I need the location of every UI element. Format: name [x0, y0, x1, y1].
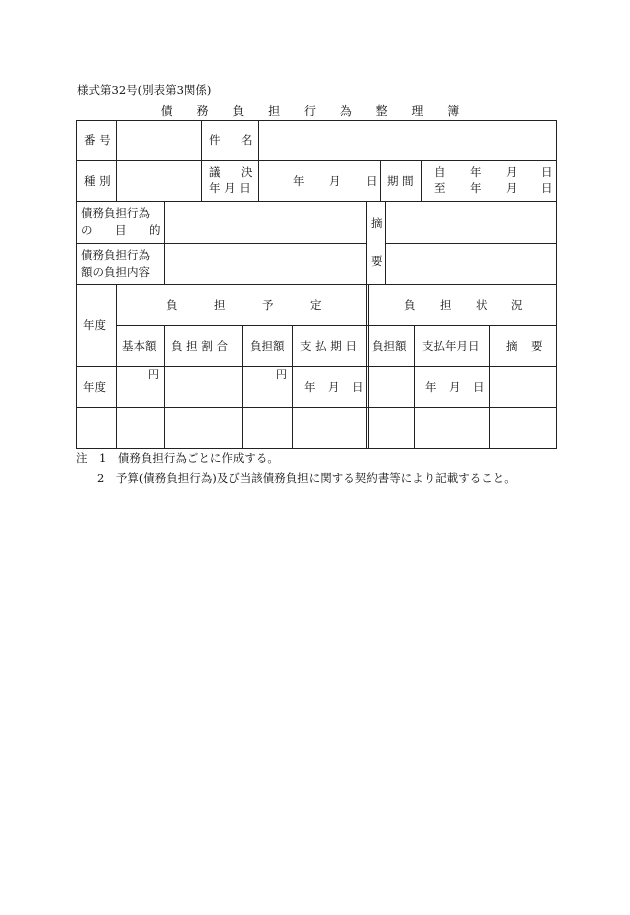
resolution-date-label: 年 月 日 — [209, 181, 251, 195]
paid-month: 月 — [449, 380, 461, 394]
resolution-month: 月 — [329, 174, 341, 188]
status-header-2: 担 — [440, 298, 452, 312]
period-to-year: 年 — [470, 181, 482, 195]
resolution-year: 年 — [293, 174, 305, 188]
base-amount-header: 基本額 — [122, 339, 157, 353]
subject-label-2: 名 — [241, 133, 253, 147]
purpose-label-line2c: 的 — [149, 223, 161, 237]
paid-day: 日 — [473, 380, 485, 394]
status-header-1: 負 — [404, 298, 416, 312]
number-label: 番 号 — [84, 133, 111, 147]
period-from-label: 自 — [434, 165, 446, 179]
burden-ratio-header: 負 担 割 合 — [171, 339, 228, 353]
remarks-label-2: 要 — [371, 254, 383, 268]
fiscal-year-cell: 年度 — [83, 380, 106, 394]
period-label: 期 間 — [387, 174, 414, 188]
period-from-year: 年 — [470, 165, 482, 179]
remarks-header-1: 摘 — [506, 339, 518, 353]
actual-burden-amount-header: 負担額 — [372, 339, 407, 353]
content-label-line2: 額の負担内容 — [81, 265, 150, 279]
base-amount-yen-unit: 円 — [148, 368, 159, 381]
purpose-label-line1: 債務負担行為 — [81, 206, 150, 220]
remarks-label-1: 摘 — [371, 216, 383, 230]
form-title: 債 務 負 担 行 為 整 理 簿 — [160, 104, 470, 118]
period-to-month: 月 — [506, 181, 518, 195]
paid-year: 年 — [425, 380, 437, 394]
purpose-label-line2b: 目 — [115, 223, 127, 237]
due-month: 月 — [328, 380, 340, 394]
status-header-3: 状 — [476, 298, 488, 312]
resolution-label-1: 議 — [209, 165, 221, 179]
plan-header-4: 定 — [310, 298, 322, 312]
plan-header-3: 予 — [262, 298, 274, 312]
period-from-day: 日 — [541, 165, 553, 179]
purpose-label-line2a: の — [81, 223, 93, 237]
due-day: 日 — [352, 380, 364, 394]
period-to-day: 日 — [541, 181, 553, 195]
plan-header-1: 負 — [166, 298, 178, 312]
payment-due-header: 支 払 期 日 — [300, 339, 357, 353]
note-1: 注 1 債務負担行為ごとに作成する。 — [76, 451, 279, 465]
status-header-4: 況 — [511, 298, 523, 312]
resolution-day: 日 — [366, 174, 378, 188]
content-label-line1: 債務負担行為 — [81, 248, 150, 262]
due-year: 年 — [304, 380, 316, 394]
plan-header-2: 担 — [214, 298, 226, 312]
fiscal-year-header: 年度 — [83, 318, 106, 332]
payment-date-header: 支払年月日 — [422, 339, 480, 353]
note-2: 2 予算(債務負担行為)及び当該債務負担に関する契約書等により記載すること。 — [97, 471, 516, 485]
period-from-month: 月 — [506, 165, 518, 179]
period-to-label: 至 — [434, 181, 446, 195]
burden-amount-yen-unit: 円 — [276, 368, 287, 381]
burden-amount-header: 負担額 — [250, 339, 285, 353]
remarks-header-2: 要 — [531, 339, 543, 353]
resolution-label-2: 決 — [241, 165, 253, 179]
type-label: 種 別 — [84, 174, 111, 188]
form-number: 様式第32号(別表第3関係) — [77, 83, 212, 97]
subject-label-1: 件 — [209, 133, 221, 147]
